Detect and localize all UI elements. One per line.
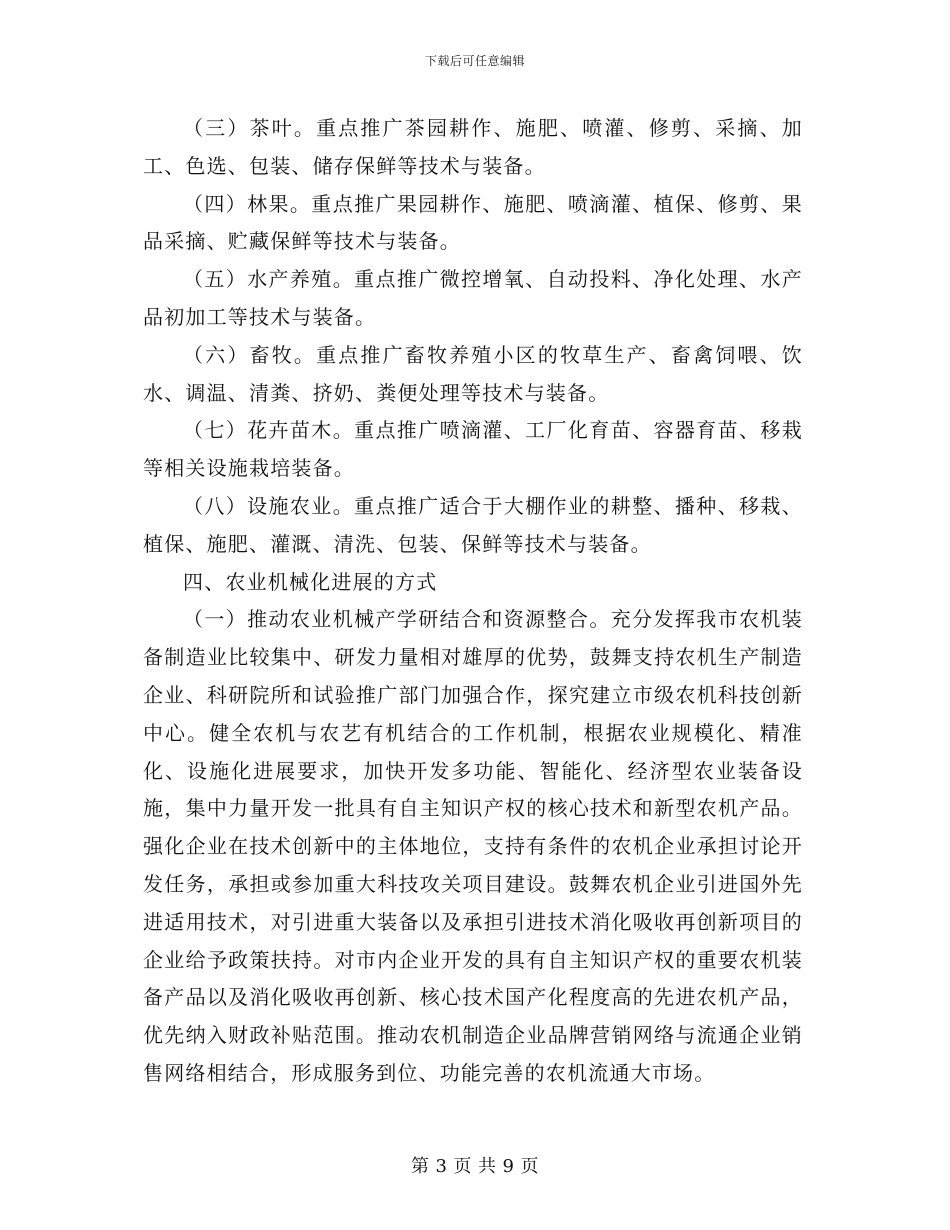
footer-total-pages: 9 xyxy=(502,1156,515,1177)
section-heading: 四、农业机械化进展的方式 xyxy=(183,569,438,594)
footer-page-word: 页 xyxy=(453,1156,472,1177)
footer-prefix: 第 xyxy=(411,1156,430,1177)
paragraph-facility-agriculture: （八）设施农业。重点推广适合于大棚作业的耕整、播种、移栽、植保、施肥、灌溉、清洗、包装、保鲜等技术与装备。 xyxy=(143,493,803,556)
footer-suffix: 页 xyxy=(520,1156,539,1177)
footer-total-word: 共 xyxy=(478,1156,497,1177)
paragraph-industry-research: （一）推动农业机械产学研结合和资源整合。充分发挥我市农机装备制造业比较集中、研发力量相对雄厚的优势，鼓舞支持农机生产制造企业、科研院所和试验推广部门加强合作，探究建立市级农机科技创新中心。健全农机与农艺有机结合的工作机制，根据农业规模化、精准化、设施化进展要求，加快开发多功能、智能化、经济型农业装备设施，集中力量开发一批具有自主知识产权的核心技术和新型农机产品。强化企业在技术创新中的主体地位，支持有条件的农机企业承担讨论开发任务，承担或参加重大科技攻关项目建设。鼓舞农机企业引进国外先进适用技术，对引进重大装备以及承担引进技术消化吸收再创新项目的企业给予政策扶持。对市内企业开发的具有自主知识产权的重要农机装备产品以及消化吸收再创新、核心技术国产化程度高的先进农机产品，优先纳入财政补贴范围。推动农机制造企业品牌营销网络与流通企业销售网络相结合，形成服务到位、功能完善的农机流通大市场。 xyxy=(143,607,803,1085)
footer-current-page: 3 xyxy=(435,1156,448,1177)
paragraph-aquaculture: （五）水产养殖。重点推广微控增氧、自动投料、净化处理、水产品初加工等技术与装备。 xyxy=(143,267,803,329)
paragraph-forest-fruit: （四）林果。重点推广果园耕作、施肥、喷滴灌、植保、修剪、果品采摘、贮藏保鲜等技术与装备。 xyxy=(143,191,803,254)
document-body xyxy=(143,110,803,1093)
paragraph-tea: （三）茶叶。重点推广茶园耕作、施肥、喷灌、修剪、采摘、加工、色选、包装、储存保鲜等技术与装备。 xyxy=(143,116,803,178)
page-header: 下载后可任意编辑 xyxy=(424,54,525,68)
paragraph-flowers-seedlings: （七）花卉苗木。重点推广喷滴灌、工厂化育苗、容器育苗、移栽等相关设施栽培装备。 xyxy=(143,418,803,481)
page-footer xyxy=(0,1152,950,1178)
paragraph-livestock: （六）畜牧。重点推广畜牧养殖小区的牧草生产、畜禽饲喂、饮水、调温、清粪、挤奶、粪便处理等技术与装备。 xyxy=(143,342,803,405)
